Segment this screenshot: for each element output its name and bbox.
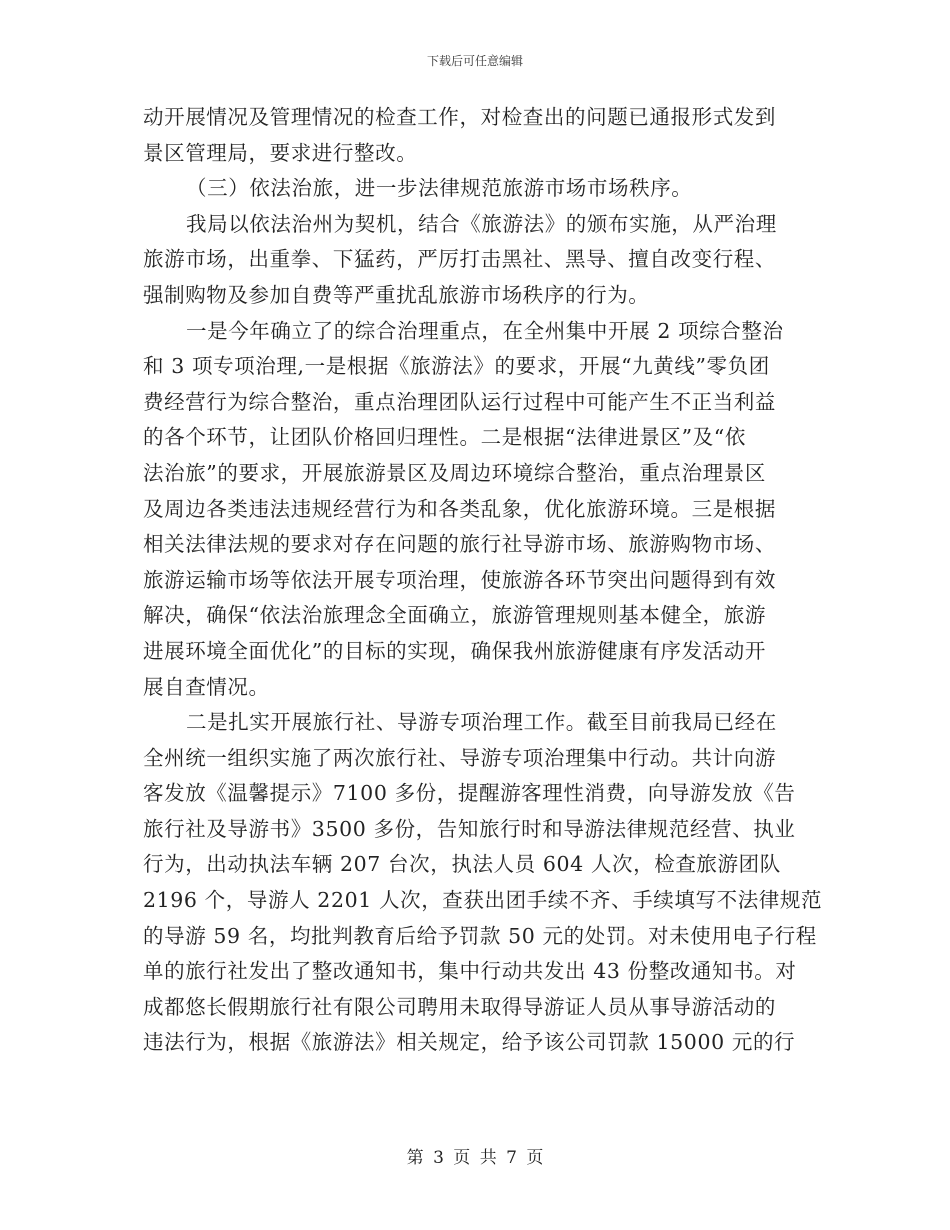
- text-line: 旅行社及导游书》3500 多份，告知旅行时和导游法律规范经营、执业: [143, 816, 796, 841]
- page-header: 下载后可任意编辑: [426, 54, 523, 68]
- paragraph: [143, 207, 803, 314]
- text-line: 成都悠长假期旅行社有限公司聘用未取得导游证人员从事导游活动的: [143, 994, 776, 1019]
- text-line: 二是扎实开展旅行社、导游专项治理工作。截至目前我局已经在: [186, 710, 777, 735]
- text-line: 和 3 项专项治理,一是根据《旅游法》的要求，开展“九黄线”零负团: [143, 354, 770, 379]
- text-line: 景区管理局，要求进行整改。: [143, 140, 418, 165]
- text-line: 旅游运输市场等依法开展专项治理，使旅游各环节突出问题得到有效: [143, 567, 776, 592]
- text-line: 展自查情况。: [143, 674, 270, 699]
- text-line: 旅游市场，出重拳、下猛药，严厉打击黑社、黑导、擅自改变行程、: [143, 247, 776, 272]
- text-line: 动开展情况及管理情况的检查工作，对检查出的问题已通报形式发到: [143, 105, 776, 129]
- text-line: 我局以依法治州为契机，结合《旅游法》的颁布实施，从严治理: [186, 211, 777, 236]
- text-line: 2196 个，导游人 2201 人次，查获出团手续不齐、手续填写不法律规范: [143, 888, 823, 913]
- text-line: （三）依法治旅，进一步法律规范旅游市场市场秩序。: [186, 176, 693, 201]
- text-line: 解决，确保“依法治旅理念全面确立，旅游管理规则基本健全，旅游: [143, 603, 766, 628]
- text-line: 违法行为，根据《旅游法》相关规定，给予该公司罚款 15000 元的行: [143, 1030, 796, 1055]
- text-line: 的各个环节，让团队价格回归理性。二是根据“法律进景区”及“依: [143, 425, 746, 450]
- text-line: 行为，出动执法车辆 207 台次，执法人员 604 人次，检查旅游团队: [143, 852, 781, 877]
- document-body: [143, 100, 823, 1061]
- paragraph: [143, 705, 823, 1061]
- text-line: 费经营行为综合整治，重点治理团队运行过程中可能产生不正当利益: [143, 389, 776, 414]
- paragraph: [143, 314, 803, 706]
- text-line: 客发放《温馨提示》7100 多份，提醒游客理性消费，向导游发放《告: [143, 781, 796, 806]
- text-line: 的导游 59 名，均批判教育后给予罚款 50 元的处罚。对未使用电子行程: [143, 923, 817, 948]
- text-line: 强制购物及参加自费等严重扰乱旅游市场秩序的行为。: [143, 282, 650, 307]
- text-line: 及周边各类违法违规经营行为和各类乱象，优化旅游环境。三是根据: [143, 496, 776, 521]
- text-line: 单的旅行社发出了整改通知书，集中行动共发出 43 份整改通知书。对: [143, 959, 797, 984]
- text-line: 相关法律法规的要求对存在问题的旅行社导游市场、旅游购物市场、: [143, 532, 776, 557]
- paragraph: [143, 100, 803, 171]
- page-number-footer: 第 3 页 共 7 页: [406, 1148, 544, 1168]
- text-line: 进展环境全面优化”的目标的实现，确保我州旅游健康有序发活动开: [143, 638, 766, 663]
- text-line: 法治旅”的要求，开展旅游景区及周边环境综合整治，重点治理景区: [143, 460, 766, 485]
- text-line: 一是今年确立了的综合治理重点，在全州集中开展 2 项综合整治: [186, 318, 784, 343]
- paragraph: [143, 171, 803, 207]
- text-line: 全州统一组织实施了两次旅行社、导游专项治理集中行动。共计向游: [143, 745, 776, 770]
